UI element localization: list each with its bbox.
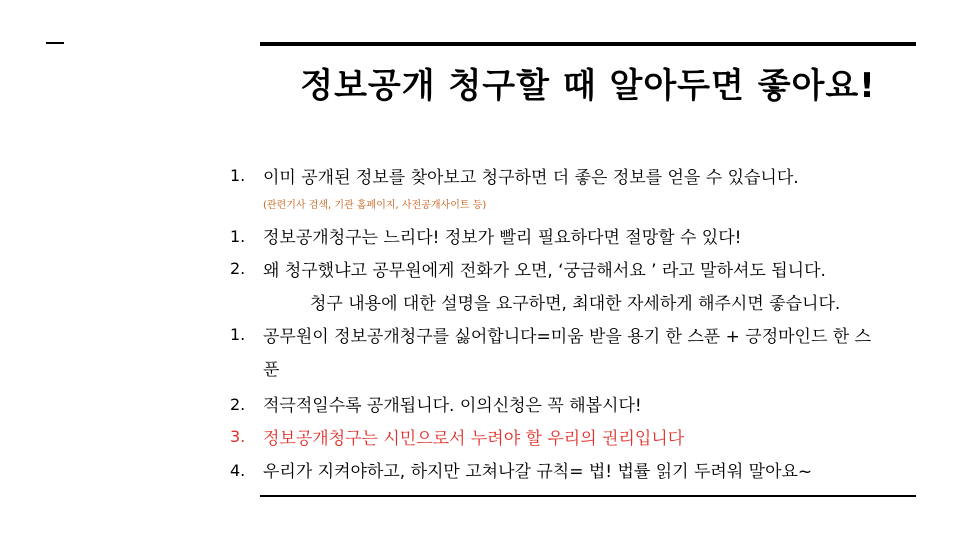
item-text: 우리가 지켜야하고, 하지만 고쳐나갈 규칙= 법! 법률 읽기 두려워 말아요~ (263, 462, 813, 482)
top-rule (260, 42, 916, 46)
item-text: 이미 공개된 정보를 찾아보고 청구하면 더 좋은 정보를 얻을 수 있습니다. (263, 168, 799, 188)
item-text: 정보공개청구는 느리다! 정보가 빨리 필요하다면 절망할 수 있다! (263, 228, 742, 248)
dash-mark (46, 42, 64, 44)
item-text-highlight: 정보공개청구는 시민으로서 누려야 할 우리의 권리입니다 (263, 429, 685, 449)
item-note: (관련기사 검색, 기관 홈페이지, 사전공개사이트 등) (263, 200, 487, 211)
item-number: 1. (230, 227, 246, 246)
item-number: 3. (230, 427, 246, 446)
item-text: 왜 청구했냐고 공무원에게 전화가 오면, ‘궁금해서요 ’ 라고 말하셔도 됩니다. (263, 261, 826, 281)
item-text: 청구 내용에 대한 설명을 요구하면, 최대한 자세하게 해주시면 좋습니다. (310, 294, 841, 314)
item-number: 2. (230, 259, 246, 278)
item-number: 1. (230, 166, 246, 185)
item-text-continuation: 푼 (263, 360, 280, 380)
item-text: 공무원이 정보공개청구를 싫어합니다=미움 받을 용기 한 스푼 + 긍정마인드 한 스 (263, 327, 872, 347)
item-text: 적극적일수록 공개됩니다. 이의신청은 꼭 해봅시다! (263, 396, 642, 416)
item-number: 2. (230, 395, 246, 414)
bottom-rule (260, 495, 916, 497)
item-number: 4. (230, 461, 246, 480)
item-number: 1. (230, 325, 246, 344)
slide-title: 정보공개 청구할 때 알아두면 좋아요! (300, 66, 876, 106)
